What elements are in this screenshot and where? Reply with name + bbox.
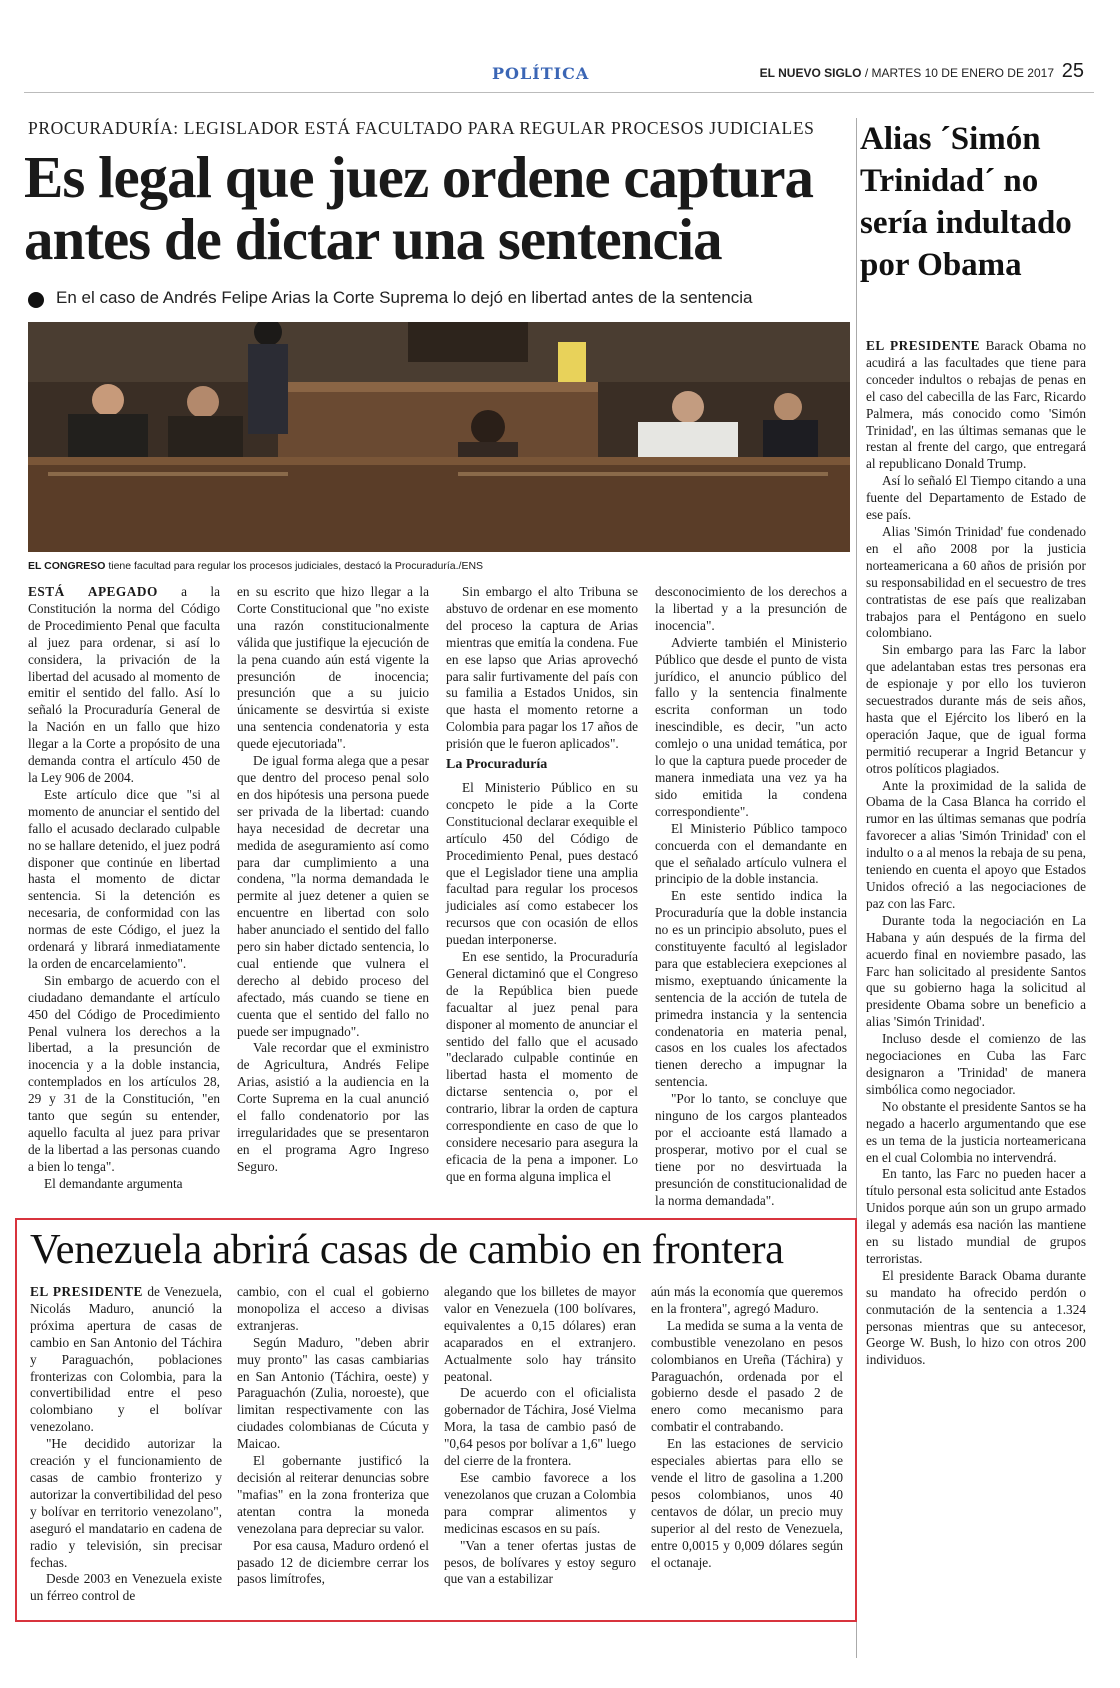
section-label: POLÍTICA [492,64,590,83]
sidebar-headline: Alias ´Simón Trinidad´ no sería indultado por Obama [860,121,1072,283]
sidebar-paragraph: No obstante el presidente Santos se ha negado a hacerlo argumentando que ese es un tema de la justicia norteamericana en el cual Colombia no intervendrá. [866,1098,1086,1165]
venezuela-paragraph: Desde 2003 en Venezuela existe un férreo control de [30,1571,222,1604]
article-paragraph: Sin embargo el alto Tribuna se abstuvo de ordenar en ese momento del proceso la captura de Arias mientras que emitía la condena. Fue en ese lapso que Arias aprovechó para salir furtivamente del país con su familia a Estados Unidos, sin que hasta el momento retorne a Colombia para pagar los 17 años de prisión que le fueron aplicados". [446,584,638,752]
publication-info [760,66,1054,80]
publication-date: / MARTES 10 DE ENERO DE 2017 [864,66,1054,80]
article-column-1 [28,584,220,1193]
lead-caps: ESTÁ APEGADO [28,584,158,599]
venezuela-paragraph: EL PRESIDENTE de Venezuela, Nicolás Maduro, anunció la próxima apertura de casas de cambio en San Antonio del Táchira y Paraguachón, poblaciones fronterizas con Colombia, para la convertibilidad entre el peso colombiano y el bolívar venezolano. [30,1284,223,1435]
caption-text: tiene facultad para regular los procesos judiciales, destacó la Procuraduría./ENS [108,560,484,572]
article-paragraph: El demandante argumenta [44,1175,183,1191]
venezuela-paragraph: "Van a tener ofertas justas de pesos, de bolívares y estoy seguro que van a estabilizar [444,1537,636,1587]
article-paragraph: En ese sentido, la Procuraduría General dictaminó que el Congreso de la República bien puede facualtar al juez penal para disponer al momento de anunciar el sentido del fallo que el acusado "declarado culpable continúe en libertad hasta el momento de dictarse sentencia o, por el contrario, librar la orden de captura correspondiente en caso de que lo considere necesario para asegura la eficacia de la pena a imponer. Lo que en forma alguna implica el [446,949,638,1184]
article-deck: En el caso de Andrés Felipe Arias la Corte Suprema lo dejó en libertad antes de la sentencia [56,288,753,307]
venezuela-paragraph: Según Maduro, "deben abrir muy pronto" las casas cambiarias en San Antonio (Táchira, oeste) y Paraguachón (Zulia, noroeste), que limitan respectivamente con las ciudades colombianas de Cúcuta y Maicao. [237,1334,429,1452]
article-paragraph: "Por lo tanto, se concluye que ninguno de los cargos planteados por el accioante está llamado a prosperar, motivo por el cual se tiene por no desvirtuada la presunción de constitucionalidad de la norma demandada". [655,1091,847,1208]
venezuela-paragraph: aún más la economía que queremos en la frontera", agregó Maduro. [651,1284,843,1316]
sidebar-paragraph: En tanto, las Farc no pueden hacer a título personal esta solicitud ante Estados Unidos porque aún son un grupo armado ilegal y además esa nación las mantiene en su listado mundial de grupos terroristas. [866,1166,1086,1266]
article-paragraph: De igual forma alega que a pesar que dentro del proceso penal solo en dos hipótesis una persona puede ser privada de la libertad: cuando haya necesidad de decretar una medida de aseguramiento así como para dar cumplimiento a una condena, "la norma demandada le permite al juez detener a quien se encuentre en libertad con solo haber anunciado el sentido del fallo pero sin haber dictado sentencia, lo cual entiende que vulnera el derecho al debido proceso del afectado, más cuando se tiene en cuenta que el sentido del fallo no puede ser impugnado". [237,753,429,1039]
article-paragraph: Vale recordar que el exministro de Agricultura, Andrés Felipe Arias, asistió a la audiencia en la Corte Suprema en la cual anunció el fallo condenatorio por las irregularidades que se presentaron en el programa Agro Ingreso Seguro. [237,1040,429,1174]
venezuela-paragraph: alegando que los billetes de mayor valor en Venezuela (100 bolívares, equivalentes a 0,15 dólares) eran acaparados en el extranjero. Actualmente solo hay tránsito peatonal. [444,1284,636,1384]
sidebar-paragraph: Alias 'Simón Trinidad' fue condenado en el año 2008 por la justicia norteamericana a 60 años de prisión por su responsabilidad en el secuestro de tres contratistas de ese país que realizaban trabajos para el Pentágono en suelo colombiano. [866,523,1086,641]
page-number: 25 [1061,60,1084,82]
article-kicker: PROCURADURÍA: LEGISLADOR ESTÁ FACULTADO PARA REGULAR PROCESOS JUDICIALES [28,118,815,138]
venezuela-paragraph: Ese cambio favorece a los venezolanos que cruzan a Colombia para comprar alimentos y medicinas escasos en su país. [444,1469,636,1536]
article-column-4 [655,584,847,1210]
venezuela-paragraph: De acuerdo con el oficialista gobernador de Táchira, José Vielma Mora, la tasa de cambio pasó de "0,64 pesos por bolívar a 1,6" luego del cierre de la frontera. [444,1385,636,1469]
venezuela-lead-caps: EL PRESIDENTE [30,1284,143,1299]
article-paragraph: desconocimiento de los derechos a la libertad y a la presunción de inocencia". [655,584,847,633]
caption-lead: EL CONGRESO [28,560,106,572]
sidebar-paragraph: EL PRESIDENTE Barack Obama no acudirá a las facultades que tiene para conceder indultos o rebajas de penas en el caso del cabecilla de las Farc, Ricardo Palmera, más conocido como 'Simón Trinidad', en las últimas semanas que le restan al frente del cargo, que entregará al republicano Donald Trump. [866,338,1087,472]
article-paragraph: El Ministerio Público en su concpeto le pide a la Corte Constitucional declarar exequible el artículo 450 del Código de Procedimiento Penal, pues destacó que el Legislador tiene una amplia facultad para regular los procesos judiciales así como estabecer los recursos que con ocasión de ellos puedan interponerse. [446,779,638,948]
sidebar-lead-caps: EL PRESIDENTE [866,338,981,353]
sidebar-paragraph: Ante la proximidad de la salida de Obama de la Casa Blanca ha corrido el rumor en las últimas semanas que podría favorecer a alias 'Simón Trinidad' con el indulto o a al menos la rebaja de su pena, teniendo en cuenta el apoyo que Estados Unidos ofreció a las negociaciones de paz con las Farc. [866,777,1086,911]
venezuela-column-3 [444,1284,636,1588]
venezuela-paragraph: En las estaciones de servicio especiales abiertas para ello se vende el litro de gasolina a 1.200 pesos colombianos, unos 40 centavos de dólar, un precio muy superior al del resto de Venezuela, entre 0,0015 y 0,009 dólares según el octanaje. [651,1436,843,1570]
article-paragraph: en su escrito que hizo llegar a la Corte Constitucional que "no existe una razón constitucionalmente válida que justifique la ejecución de la pena cuando aún está vigente la presunción de inocencia; presunción que a su juicio únicamente se desvirtúa si existe una sentencia condenatoria y esta quede ejecutoriada". [237,584,429,752]
venezuela-paragraph: El gobernante justificó la decisión al reiterar denuncias sobre "mafias" en la zona fronteriza que atentan contra la moneda venezolana para depreciar su valor. [237,1453,429,1536]
venezuela-paragraph: La medida se suma a la venta de combustible venezolano en pesos colombianos en Ureña (Táchira) y Paraguachón, ordenada por el gobierno desde el pasado 2 de enero como mecanismo para combatir el contrabando. [651,1317,843,1435]
article-subhead: La Procuraduría [446,757,548,773]
sidebar-paragraph: Incluso desde el comienzo de las negociaciones en Cuba las Farc designaron a 'Trinidad' de manera simbólica como negociador. [866,1031,1086,1097]
article-paragraph: En este sentido indica la Procuraduría que la doble instancia no es un principio absoluto, pues el constituyente facultó al legislador para que estableciera exepciones al mismo, exeptuando únicamente la sentencia de la acción de tutela de primedra instancia y la sentencia condenatoria en materia penal, casos en los cuales los afectados tienen derecho a impugnar la sentencia. [655,888,847,1090]
sidebar-paragraph: El presidente Barack Obama durante su mandato ha ofrecido perdón o conmutación de la sentencia a 1.324 personas mientras que su antecesor, George W. Bush, lo hizo con otros 200 individuos. [866,1267,1086,1368]
venezuela-column-4 [651,1284,843,1571]
article-paragraph: Advierte también el Ministerio Público que desde el punto de vista jurídico, el anuncio público del fallo y la sentencia finalmente escrita conforman un todo inescindible, es decir, "un acto comlejo o una unidad temática, por lo que la captura puede proceder de manera inmediata una vez ya ha sido emitida la condena correspondiente". [655,634,847,819]
article-column-2 [237,584,429,1176]
venezuela-paragraph: cambio, con el cual el gobierno monopoliza el acceso a divisas extranjeras. [237,1284,429,1333]
venezuela-paragraph: "He decidido autorizar la creación y el funcionamiento de casas de cambio fronterizo y autorizar la convertibilidad del peso y bolívar en territorio venezolano", aseguró el mandatario en cadena de radio y televisión, sin precisar fechas. [30,1436,222,1570]
sidebar-paragraph: Así lo señaló El Tiempo citando a una fuente del Departamento de Estado de ese país. [866,473,1086,523]
venezuela-headline: Venezuela abrirá casas de cambio en frontera [30,1226,784,1273]
publication-name: EL NUEVO SIGLO [759,66,862,80]
venezuela-paragraph: Por esa causa, Maduro ordenó el pasado 12 de diciembre cerrar los pasos limítrofes, [237,1537,429,1587]
photo-caption [28,560,850,572]
venezuela-column-2 [237,1284,429,1588]
sidebar-paragraph: Sin embargo para las Farc la labor que adelantaban estas tres personas era de espionaje y por ello los tuvieron secuestrados durante más de seis años, hasta que el Ejército los liberó en la operación Jaque, que de igual forma permitió recuperar a Ingrid Betancur y otros políticos plagiados. [866,642,1086,776]
article-column-3 [446,584,638,1186]
sidebar-paragraph: Durante toda la negociación en La Habana y aún después de la firma del acuerdo final en noviembre pasado, las Farc han solicitado al presidente Santos que su gobierno haga la solicitud al presidente Obama sobre un beneficio a alias 'Simón Trinidad'. [866,912,1086,1030]
sidebar-column [866,338,1086,1369]
courtroom-illustration [28,322,850,552]
article-paragraph: El Ministerio Público tampoco concuerda con el demandante en que el señalado artículo vulnera el principio de la doble instancia. [655,820,847,887]
header-divider [24,92,1094,93]
article-paragraph: Sin embargo de acuerdo con el ciudadano demandante el artículo 450 del Código de Procedimiento Penal vulnera los derechos a la libertad, a la presunción de inocencia y a la doble instancia, contemplados en los artículos 28, 29 y 31 de la Constitución, "en tanto que según su entender, aquello faculta al juez para privar de la libertad a las personas cuando a bien lo tenga". [28,972,220,1174]
article-headline: Es legal que juez ordene captura antes de dictar una sentencia [24,144,814,272]
article-paragraph: Este artículo dice que "si al momento de anunciar el sentido del fallo el acusado declarado culpable no se hallare detenido, el juez podrá disponer que continúe en libertad hasta el momento de dictar sentencia. Si la detención es necesaria, de conformidad con las normas de este Código, el juez la ordenará y librará inmediatamente la orden de encarcelamiento". [28,786,220,971]
courtroom-photo [28,322,850,552]
article-paragraph: ESTÁ APEGADO a la Constitución la norma del Código de Procedimiento Penal que faculta al juez para ordenar, si así lo considera, la privación de la libertad del acusado al momento de emitir el sentido del fallo. Así lo señaló la Procuraduría General de la Nación en un fallo que hizo llegar a la Corte a propósito de una demanda contra el artículo 450 de la Ley 906 de 2004. [28,584,221,785]
venezuela-column-1 [30,1284,222,1605]
bullet-icon [28,292,44,308]
